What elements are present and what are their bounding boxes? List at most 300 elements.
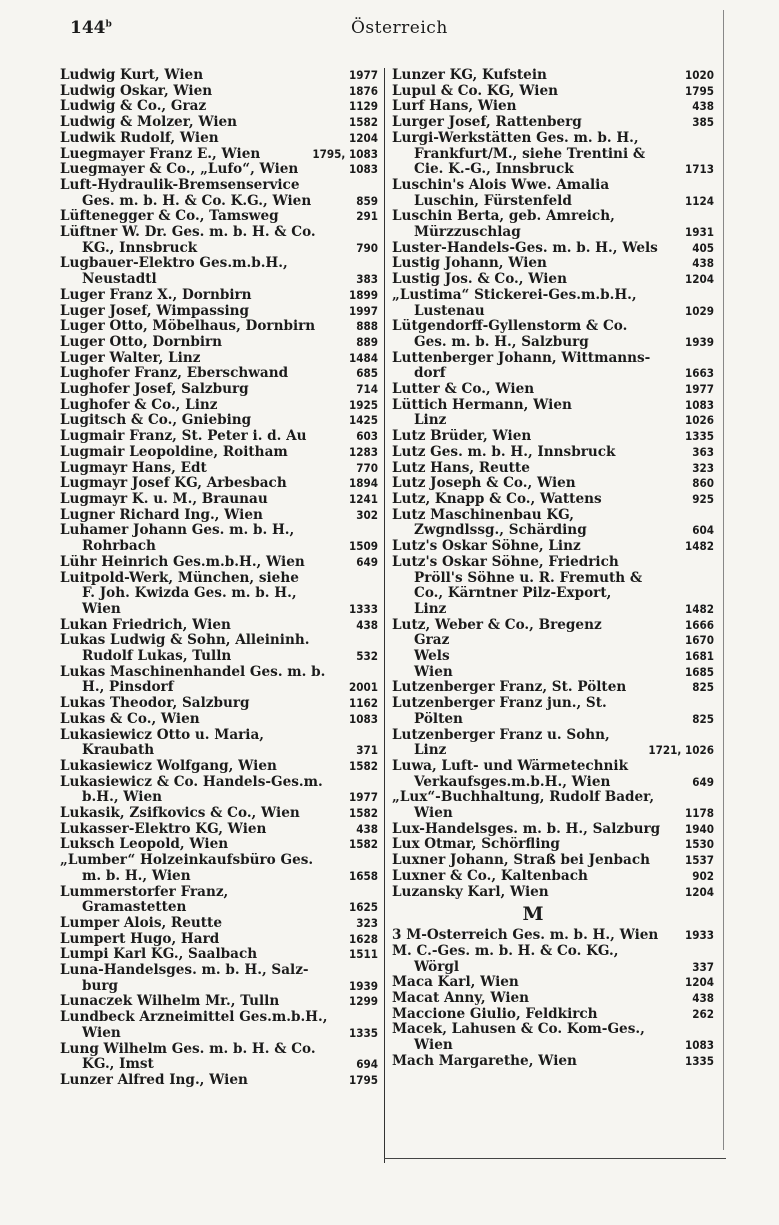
entry-name: Lutz's Oskar Söhne, Linz <box>392 539 581 555</box>
entry-reference-number: 1713 <box>684 162 714 177</box>
page-number: 144$^b$ <box>70 18 112 38</box>
directory-entry <box>392 461 714 477</box>
directory-entry <box>392 928 714 944</box>
entry-reference-number: 1721, 1026 <box>648 743 714 758</box>
entry-name: Lukas Theodor, Salzburg <box>60 696 250 712</box>
entry-reference-number: 825 <box>692 680 714 695</box>
entry-name: Luxner Johann, Straß bei Jenbach <box>392 853 651 869</box>
entry-reference-number: 1530 <box>684 837 714 852</box>
directory-entry <box>392 398 714 414</box>
entry-continuation: Ges. m. b. H. & Co. K.G., Wien <box>82 193 312 209</box>
entry-reference-number: 1931 <box>684 225 714 240</box>
directory-entry <box>392 618 714 634</box>
directory-entry <box>60 68 378 84</box>
directory-entry <box>392 476 714 492</box>
entry-name: Lunzer KG, Kufstein <box>392 68 547 83</box>
entry-name: Lupul & Co. KG, Wien <box>392 83 558 99</box>
entry-name: Lundbeck Arzneimittel Ges.m.b.H., <box>60 1010 328 1026</box>
entry-name: Luegmayer Franz E., Wien <box>60 146 261 162</box>
entry-name: Lunaczek Wilhelm Mr., Tulln <box>60 994 280 1010</box>
entry-name: Lutter & Co., Wien <box>392 382 535 398</box>
directory-entry <box>392 885 714 901</box>
entry-continuation: Pölten <box>414 711 463 727</box>
entry-continuation: Rudolf Lukas, Tulln <box>82 649 232 665</box>
directory-entry <box>60 994 378 1010</box>
entry-reference-number: 1425 <box>348 413 378 428</box>
entry-reference-number: 1204 <box>684 272 714 287</box>
entry-reference-number: 1083 <box>348 711 378 726</box>
entry-name: Wels <box>414 649 450 665</box>
entry-continuation: Wien <box>414 806 453 822</box>
directory-entry <box>60 947 378 963</box>
directory-entry <box>60 963 378 994</box>
entry-reference-number: 438 <box>692 991 714 1006</box>
entry-reference-number: 1939 <box>684 334 714 349</box>
entry-reference-number: 1509 <box>348 539 378 554</box>
entry-reference-number: 604 <box>692 523 714 538</box>
directory-entry <box>392 975 714 991</box>
directory-entry <box>392 429 714 445</box>
directory-entry <box>60 555 378 571</box>
entry-name: Lutzenberger Franz jun., St. <box>392 696 607 712</box>
entry-reference-number: 1511 <box>348 947 378 962</box>
entry-continuation: Luschin, Fürstenfeld <box>414 193 572 209</box>
directory-entry <box>60 288 378 304</box>
entry-name: Lustig Jos. & Co., Wien <box>392 272 567 288</box>
entry-name: Luzansky Karl, Wien <box>392 884 549 900</box>
entry-name: Luhamer Johann Ges. m. b. H., <box>60 523 295 539</box>
entry-reference-number: 385 <box>692 115 714 130</box>
directory-entry <box>60 571 378 618</box>
entry-reference-number: 694 <box>356 1057 378 1072</box>
entry-name: Lumper Alois, Reutte <box>60 915 222 931</box>
entry-name: Luxner & Co., Kaltenbach <box>392 868 588 884</box>
directory-entry <box>392 944 714 975</box>
entry-name: Ludwig Oskar, Wien <box>60 83 213 99</box>
entry-name: Lughofer Franz, Eberschwand <box>60 366 289 382</box>
entry-name: Lukan Friedrich, Wien <box>60 617 231 633</box>
entry-reference-number: 1625 <box>348 900 378 915</box>
entry-name: Ludwig Kurt, Wien <box>60 68 204 83</box>
entry-name: Lutz, Weber & Co., Bregenz <box>392 617 602 633</box>
directory-entry <box>60 712 378 728</box>
entry-continuation: Mürzzuschlag <box>414 225 521 241</box>
entry-reference-number: 1582 <box>348 758 378 773</box>
entry-name: Luegmayer & Co., „Lufo“, Wien <box>60 162 299 178</box>
directory-entry <box>392 1022 714 1053</box>
entry-name: Luft-Hydraulik-Bremsenservice <box>60 177 300 193</box>
entry-name: „Lux“-Buchhaltung, Rudolf Bader, <box>392 790 655 806</box>
entry-reference-number: 1083 <box>684 397 714 412</box>
entry-reference-number: 1997 <box>348 303 378 318</box>
section-letter: M <box>522 903 544 926</box>
entry-name: Lurgi-Werkstätten Ges. m. b. H., <box>392 130 639 146</box>
entry-name: Lühr Heinrich Ges.m.b.H., Wien <box>60 554 305 570</box>
entry-continuation: Wien <box>414 1038 453 1054</box>
entry-reference-number: 1283 <box>348 444 378 459</box>
directory-entry <box>392 837 714 853</box>
entry-reference-number: 1241 <box>348 491 378 506</box>
entry-name: Lunzer Alfred Ing., Wien <box>60 1073 248 1088</box>
entry-reference-number: 1020 <box>684 68 714 82</box>
directory-entry <box>60 523 378 554</box>
directory-entry <box>392 633 714 649</box>
entry-continuation: Rohrbach <box>82 539 156 555</box>
entry-name: Maccione Giulio, Feldkirch <box>392 1006 598 1022</box>
entry-name: Lukasik, Zsifkovics & Co., Wien <box>60 806 300 822</box>
directory-entry <box>60 351 378 367</box>
directory-entry <box>392 665 714 681</box>
entry-continuation: b.H., Wien <box>82 790 163 806</box>
entry-reference-number: 1482 <box>684 601 714 616</box>
entry-name: Luger Otto, Möbelhaus, Dornbirn <box>60 319 316 335</box>
entry-reference-number: 323 <box>356 915 378 930</box>
entry-reference-number: 438 <box>692 256 714 271</box>
entry-name: Lumpert Hugo, Hard <box>60 931 220 947</box>
entry-reference-number: 1628 <box>348 931 378 946</box>
left-column <box>60 68 378 1089</box>
entry-name: Wien <box>414 664 453 680</box>
entry-name: M. C.-Ges. m. b. H. & Co. KG., <box>392 943 619 959</box>
directory-entry <box>60 304 378 320</box>
entry-name: Ludwig & Co., Graz <box>60 99 207 115</box>
entry-continuation: Cie. K.-G., Innsbruck <box>414 162 574 178</box>
directory-entry <box>60 256 378 287</box>
entry-reference-number: 685 <box>356 366 378 381</box>
entry-reference-number: 925 <box>692 491 714 506</box>
directory-entry <box>392 84 714 100</box>
directory-entry <box>392 241 714 257</box>
entry-name: Luger Otto, Dornbirn <box>60 334 223 350</box>
entry-name: Luksch Leopold, Wien <box>60 837 229 853</box>
entry-reference-number: 1335 <box>684 429 714 444</box>
entry-name: 3 M-Österreich Ges. m. b. H., Wien <box>392 928 659 944</box>
entry-reference-number: 1940 <box>684 821 714 836</box>
entry-name: Lukas Ludwig & Sohn, Alleininh. <box>60 633 310 649</box>
directory-entry <box>60 618 378 634</box>
entry-name: Luttenberger Johann, Wittmanns- <box>392 350 651 366</box>
entry-reference-number: 1977 <box>348 68 378 82</box>
entry-reference-number: 825 <box>692 711 714 726</box>
directory-entry <box>60 147 378 163</box>
directory-entry <box>392 822 714 838</box>
directory-entry <box>392 445 714 461</box>
entry-name: Lugmayr Josef KG, Arbesbach <box>60 476 287 492</box>
entry-name: Lugmayr K. u. M., Braunau <box>60 491 268 507</box>
entry-reference-number: 860 <box>692 476 714 491</box>
entry-reference-number: 1299 <box>348 994 378 1009</box>
directory-entry <box>392 492 714 508</box>
entry-continuation: F. Joh. Kwizda Ges. m. b. H., <box>82 586 297 602</box>
directory-entry <box>392 728 714 759</box>
directory-entry <box>392 99 714 115</box>
directory-entry <box>60 131 378 147</box>
right-margin-rule <box>723 10 724 1150</box>
entry-name: Lurf Hans, Wien <box>392 99 517 115</box>
entry-reference-number: 1899 <box>348 287 378 302</box>
directory-entry <box>60 837 378 853</box>
entry-continuation: Verkaufsges.m.b.H., Wien <box>414 774 611 790</box>
entry-continuation: Ges. m. b. H., Salzburg <box>414 334 589 350</box>
entry-reference-number: 1795, 1083 <box>312 146 378 161</box>
entry-reference-number: 1204 <box>684 975 714 990</box>
entry-reference-number: 1162 <box>348 696 378 711</box>
directory-entry <box>60 806 378 822</box>
directory-entry <box>392 209 714 240</box>
entry-reference-number: 888 <box>356 319 378 334</box>
entry-name: „Lustima“ Stickerei-Ges.m.b.H., <box>392 287 637 303</box>
entry-continuation: KG., Innsbruck <box>82 240 198 256</box>
directory-entry <box>60 366 378 382</box>
entry-reference-number: 1582 <box>348 115 378 130</box>
entry-name: Lugmayr Hans, Edt <box>60 460 207 476</box>
entry-reference-number: 889 <box>356 334 378 349</box>
entry-name: Lukas Maschinenhandel Ges. m. b. <box>60 664 326 680</box>
directory-entry <box>392 288 714 319</box>
entry-reference-number: 1795 <box>348 1073 378 1087</box>
entry-reference-number: 291 <box>356 209 378 224</box>
directory-entry <box>60 319 378 335</box>
entry-reference-number: 1335 <box>684 1053 714 1068</box>
entry-name: Lukasiewicz & Co. Handels-Ges.m. <box>60 774 323 790</box>
entry-name: Lüttich Hermann, Wien <box>392 397 572 413</box>
directory-entry <box>392 790 714 821</box>
entry-name: Luitpold-Werk, München, siehe <box>60 570 299 586</box>
entry-continuation: Wien <box>82 1025 121 1041</box>
directory-entry <box>60 162 378 178</box>
entry-name: Lummerstorfer Franz, <box>60 884 229 900</box>
entry-name: Lughofer & Co., Linz <box>60 397 218 413</box>
directory-entry <box>392 869 714 885</box>
entry-name: Luster-Handels-Ges. m. b. H., Wels <box>392 240 658 256</box>
entry-continuation: Lustenau <box>414 303 485 319</box>
page-header <box>0 14 779 44</box>
directory-entry <box>60 99 378 115</box>
entry-reference-number: 1670 <box>684 633 714 648</box>
entry-reference-number: 438 <box>356 821 378 836</box>
entry-name: Luschin's Alois Wwe. Amalia <box>392 177 610 193</box>
entry-name: Lukasiewicz Otto u. Maria, <box>60 727 264 743</box>
entry-continuation: Neustadtl <box>82 272 157 288</box>
entry-reference-number: 1663 <box>684 366 714 381</box>
directory-entry <box>60 178 378 209</box>
entry-name: Macat Anny, Wien <box>392 991 530 1007</box>
directory-entry <box>60 822 378 838</box>
entry-reference-number: 371 <box>356 743 378 758</box>
directory-entry <box>392 853 714 869</box>
entry-reference-number: 1178 <box>684 806 714 821</box>
entry-reference-number: 1029 <box>684 303 714 318</box>
entry-name: Luger Josef, Wimpassing <box>60 303 250 319</box>
directory-entry <box>60 115 378 131</box>
entry-name: Lugbauer-Elektro Ges.m.b.H., <box>60 256 288 272</box>
entry-name: Lumpi Karl KG., Saalbach <box>60 947 258 963</box>
entry-reference-number: 1658 <box>348 868 378 883</box>
entry-name: Lugner Richard Ing., Wien <box>60 507 263 523</box>
entry-continuation: Co., Kärntner Pilz-Export, <box>414 586 612 602</box>
directory-entry <box>392 272 714 288</box>
directory-entry <box>392 178 714 209</box>
directory-entry <box>60 382 378 398</box>
entry-reference-number: 859 <box>356 193 378 208</box>
entry-reference-number: 1795 <box>684 83 714 98</box>
entry-reference-number: 262 <box>692 1006 714 1021</box>
entry-continuation: H., Pinsdorf <box>82 680 174 696</box>
entry-reference-number: 1484 <box>348 350 378 365</box>
entry-name: Lughofer Josef, Salzburg <box>60 382 249 398</box>
entry-name: Lutzenberger Franz u. Sohn, <box>392 727 610 743</box>
entry-name: Linz <box>414 413 447 429</box>
directory-entry <box>60 398 378 414</box>
directory-entry <box>60 728 378 759</box>
entry-reference-number: 438 <box>692 99 714 114</box>
entry-continuation: Wien <box>82 601 121 617</box>
entry-continuation: m. b. H., Wien <box>82 868 191 884</box>
entry-name: Luschin Berta, geb. Amreich, <box>392 209 615 225</box>
entry-reference-number: 1894 <box>348 476 378 491</box>
entry-reference-number: 1204 <box>348 130 378 145</box>
directory-entry <box>60 1073 378 1089</box>
directory-entry <box>392 649 714 665</box>
directory-entry <box>392 131 714 178</box>
entry-reference-number: 649 <box>692 774 714 789</box>
directory-entry <box>60 461 378 477</box>
entry-name: Lukas & Co., Wien <box>60 711 200 727</box>
directory-entry <box>392 319 714 350</box>
directory-entry <box>60 665 378 696</box>
directory-entry <box>392 351 714 382</box>
entry-name: Lutzenberger Franz, St. Pölten <box>392 680 627 696</box>
entry-name: Luger Franz X., Dornbirn <box>60 287 252 303</box>
entry-name: Lutz's Oskar Söhne, Friedrich <box>392 554 619 570</box>
entry-reference-number: 770 <box>356 460 378 475</box>
directory-entry <box>392 115 714 131</box>
entry-reference-number: 1129 <box>348 99 378 114</box>
directory-entry <box>392 68 714 84</box>
entry-name: „Lumber“ Holzeinkaufsbüro Ges. <box>60 853 314 869</box>
entry-name: Lüftenegger & Co., Tamsweg <box>60 209 279 225</box>
directory-entry <box>392 991 714 1007</box>
directory-entry <box>60 335 378 351</box>
entry-continuation: Linz <box>414 743 447 759</box>
directory-entry <box>60 916 378 932</box>
entry-reference-number: 1204 <box>684 884 714 899</box>
entry-reference-number: 337 <box>692 959 714 974</box>
entry-reference-number: 1939 <box>348 978 378 993</box>
page-number-mark: b <box>105 19 112 30</box>
column-divider <box>384 68 385 1163</box>
entry-reference-number: 1977 <box>348 790 378 805</box>
entry-reference-number: 1925 <box>348 397 378 412</box>
entry-reference-number: 405 <box>692 240 714 255</box>
entry-reference-number: 1124 <box>684 193 714 208</box>
bottom-rule <box>384 1158 726 1159</box>
entry-reference-number: 714 <box>356 382 378 397</box>
entry-name: Ludwig & Molzer, Wien <box>60 115 238 131</box>
directory-entry <box>392 555 714 618</box>
entry-name: Lustig Johann, Wien <box>392 256 547 272</box>
entry-name: Maca Karl, Wien <box>392 975 519 991</box>
entry-reference-number: 1582 <box>348 837 378 852</box>
entry-reference-number: 1537 <box>684 853 714 868</box>
directory-entry <box>60 492 378 508</box>
entry-name: Lüftner W. Dr. Ges. m. b. H. & Co. <box>60 225 316 241</box>
directory-entry <box>60 476 378 492</box>
directory-entry <box>60 633 378 664</box>
entry-name: Luger Walter, Linz <box>60 350 201 366</box>
entry-reference-number: 2001 <box>348 680 378 695</box>
directory-entry <box>60 413 378 429</box>
directory-entry <box>60 508 378 524</box>
entry-name: Lutz Hans, Reutte <box>392 460 530 476</box>
entry-reference-number: 1083 <box>348 162 378 177</box>
entry-reference-number: 1026 <box>684 413 714 428</box>
entry-reference-number: 1933 <box>684 928 714 943</box>
entry-continuation: Kraubath <box>82 743 155 759</box>
directory-entry <box>392 508 714 539</box>
entry-continuation: Pröll's Söhne u. R. Fremuth & <box>414 570 643 586</box>
entry-reference-number: 1876 <box>348 83 378 98</box>
directory-entry <box>392 680 714 696</box>
entry-reference-number: 1482 <box>684 539 714 554</box>
entry-name: Ludwik Rudolf, Wien <box>60 130 219 146</box>
entry-reference-number: 790 <box>356 240 378 255</box>
entry-name: Lutz Ges. m. b. H., Innsbruck <box>392 444 616 460</box>
directory-entry <box>60 759 378 775</box>
entry-continuation: dorf <box>414 366 446 382</box>
entry-reference-number: 323 <box>692 460 714 475</box>
entry-name: Lugmair Leopoldine, Roitham <box>60 444 288 460</box>
directory-entry <box>392 1054 714 1070</box>
entry-reference-number: 1685 <box>684 664 714 679</box>
entry-reference-number: 302 <box>356 507 378 522</box>
entry-name: Lütgendorff-Gyllenstorm & Co. <box>392 319 628 335</box>
entry-reference-number: 438 <box>356 617 378 632</box>
entry-name: Mach Margarethe, Wien <box>392 1053 577 1069</box>
directory-entry <box>60 932 378 948</box>
directory-entry <box>60 1042 378 1073</box>
entry-continuation: Linz <box>414 601 447 617</box>
entry-name: Luna-Handelsges. m. b. H., Salz- <box>60 963 309 979</box>
entry-name: Lukasser-Elektro KG, Wien <box>60 821 267 837</box>
directory-entry <box>392 382 714 398</box>
entry-name: Lung Wilhelm Ges. m. b. H. & Co. <box>60 1041 316 1057</box>
directory-entry <box>60 209 378 225</box>
entry-name: Lugmair Franz, St. Peter i. d. Au <box>60 429 307 445</box>
entry-continuation: Gramastetten <box>82 900 187 916</box>
directory-entry <box>60 775 378 806</box>
entry-reference-number: 603 <box>356 429 378 444</box>
entry-reference-number: 1335 <box>348 1025 378 1040</box>
directory-entry <box>392 1007 714 1023</box>
entry-name: Lutz Joseph & Co., Wien <box>392 476 576 492</box>
directory-entry <box>392 256 714 272</box>
entry-reference-number: 383 <box>356 272 378 287</box>
entry-continuation: Zwgndlssg., Schärding <box>414 523 587 539</box>
page-title: Österreich <box>351 18 448 38</box>
directory-entry <box>60 853 378 884</box>
entry-reference-number: 902 <box>692 868 714 883</box>
directory-entry <box>60 84 378 100</box>
entry-reference-number: 1666 <box>684 617 714 632</box>
entry-name: Lux Otmar, Schörfling <box>392 837 560 853</box>
entry-continuation: KG., Imst <box>82 1057 154 1073</box>
entry-reference-number: 1977 <box>684 382 714 397</box>
entry-name: Lux-Handelsges. m. b. H., Salzburg <box>392 821 661 837</box>
entry-reference-number: 1333 <box>348 601 378 616</box>
entry-name: Lutz Brüder, Wien <box>392 429 532 445</box>
directory-entry <box>392 696 714 727</box>
